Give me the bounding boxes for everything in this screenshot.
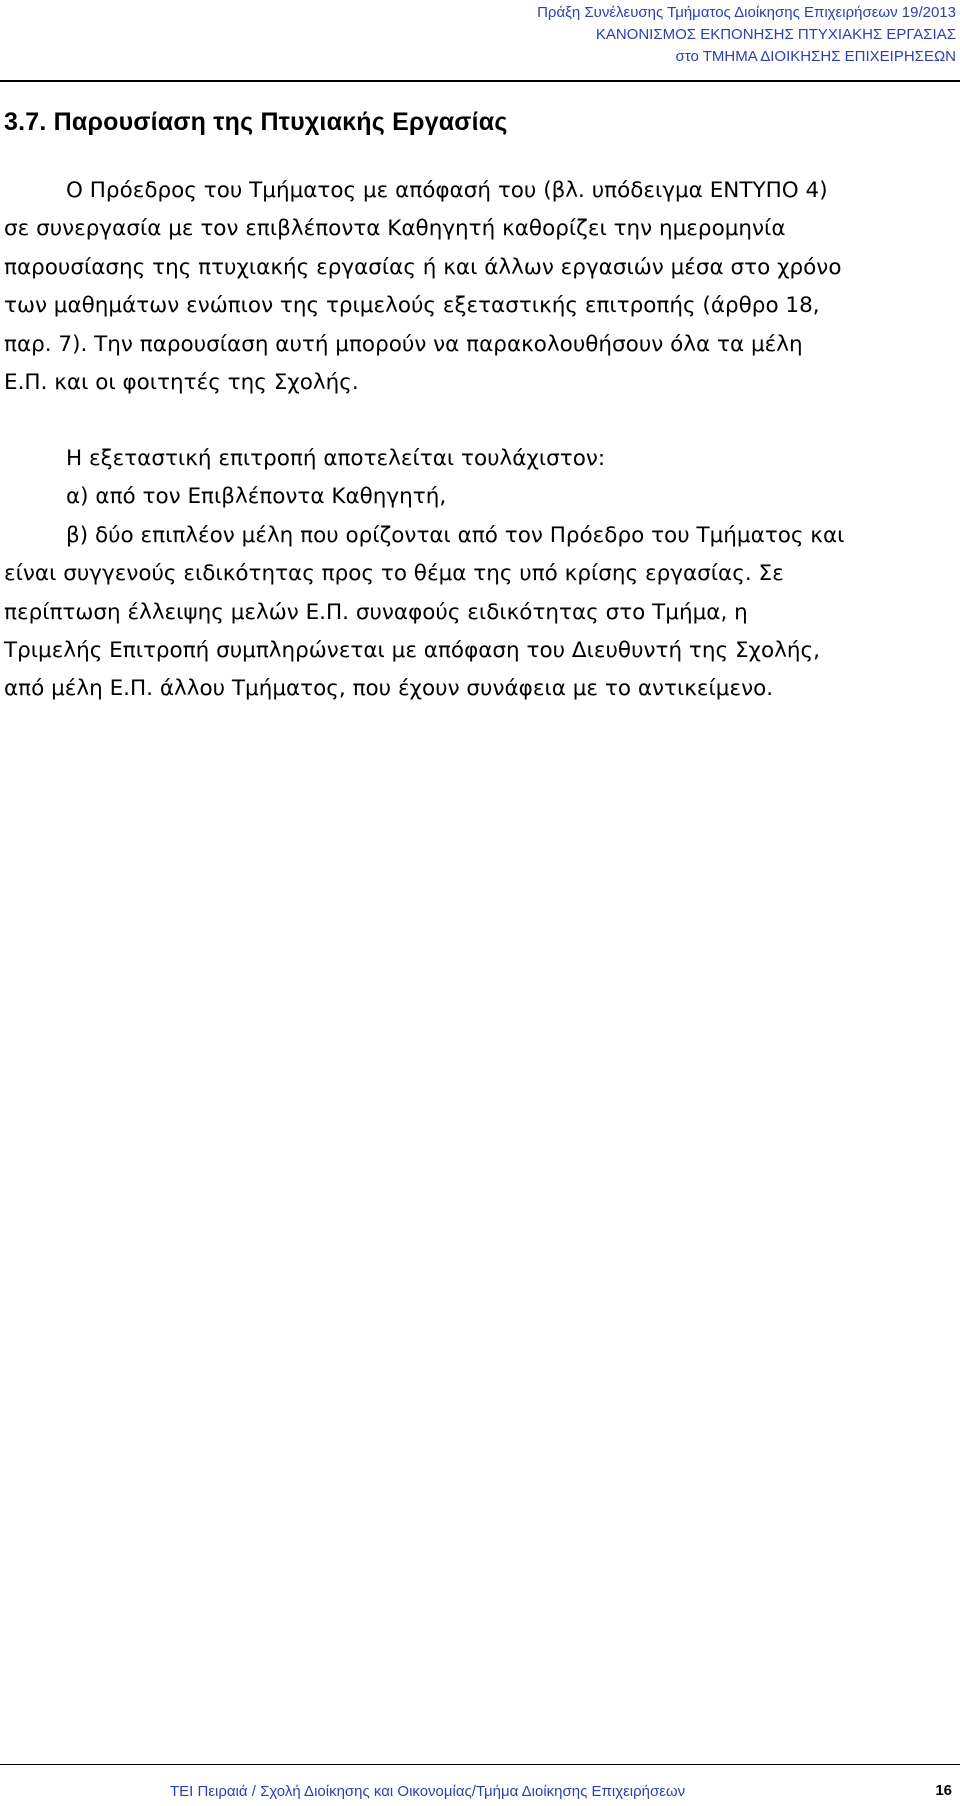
paragraph-line: παρουσίασης της πτυχιακής εργασίας ή και άλλων εργασιών μέσα στο χρόνο xyxy=(4,254,842,280)
document-header xyxy=(256,2,956,68)
list-item-b: β) δύο επιπλέον μέλη που ορίζονται από τον Πρόεδρο του Τμήματος και xyxy=(66,522,845,548)
paragraph-committee xyxy=(4,440,952,709)
paragraph-line: Ο Πρόεδρος του Τμήματος με απόφασή του (βλ. υπόδειγμα ΕΝΤΥΠΟ 4) xyxy=(66,178,828,203)
paragraph-line: Τριμελής Επιτροπή συμπληρώνεται με απόφαση του Διευθυντή της Σχολής, xyxy=(4,638,820,664)
paragraph-line: είναι συγγενούς ειδικότητας προς το θέμα της υπό κρίσης εργασίας. Σε xyxy=(4,561,784,587)
footer-institution: ΤΕΙ Πειραιά / Σχολή Διοίκησης και Οικονομίας/Τμήμα Διοίκησης Επιχειρήσεων xyxy=(170,1783,686,1800)
header-line-department: στο ΤΜΗΜΑ ΔΙΟΙΚΗΣΗΣ ΕΠΙΧΕΙΡΗΣΕΩΝ xyxy=(675,48,956,65)
paragraph-line: παρ. 7). Την παρουσίαση αυτή μπορούν να παρακολουθήσουν όλα τα μέλη xyxy=(4,331,803,357)
paragraph-line: Ε.Π. και οι φοιτητές της Σχολής. xyxy=(4,370,359,396)
footer-divider xyxy=(0,1764,960,1765)
header-line-meeting: Πράξη Συνέλευσης Τμήματος Διοίκησης Επιχειρήσεων 19/2013 xyxy=(537,4,956,21)
paragraph-line: από μέλη Ε.Π. άλλου Τμήματος, που έχουν συνάφεια με το αντικείμενο. xyxy=(4,676,774,702)
header-divider xyxy=(0,80,960,82)
section-title: 3.7. Παρουσίαση της Πτυχιακής Εργασίας xyxy=(4,108,508,136)
paragraph-line: των μαθημάτων ενώπιον της τριμελούς εξεταστικής επιτροπής (άρθρο 18, xyxy=(4,293,820,319)
paragraph-line: Η εξεταστική επιτροπή αποτελείται τουλάχιστον: xyxy=(66,446,606,471)
page-number: 16 xyxy=(935,1782,952,1799)
list-item-a: α) από τον Επιβλέποντα Καθηγητή, xyxy=(66,484,447,510)
header-line-regulation: ΚΑΝΟΝΙΣΜΟΣ ΕΚΠΟΝΗΣΗΣ ΠΤΥΧΙΑΚΗΣ ΕΡΓΑΣΙΑΣ xyxy=(595,26,956,43)
paragraph-line: σε συνεργασία με τον επιβλέποντα Καθηγητή καθορίζει την ημερομηνία xyxy=(4,216,786,242)
paragraph-line: περίπτωση έλλειψης μελών Ε.Π. συναφούς ειδικότητας στο Τμήμα, η xyxy=(4,599,748,625)
paragraph-presentation xyxy=(4,172,952,402)
